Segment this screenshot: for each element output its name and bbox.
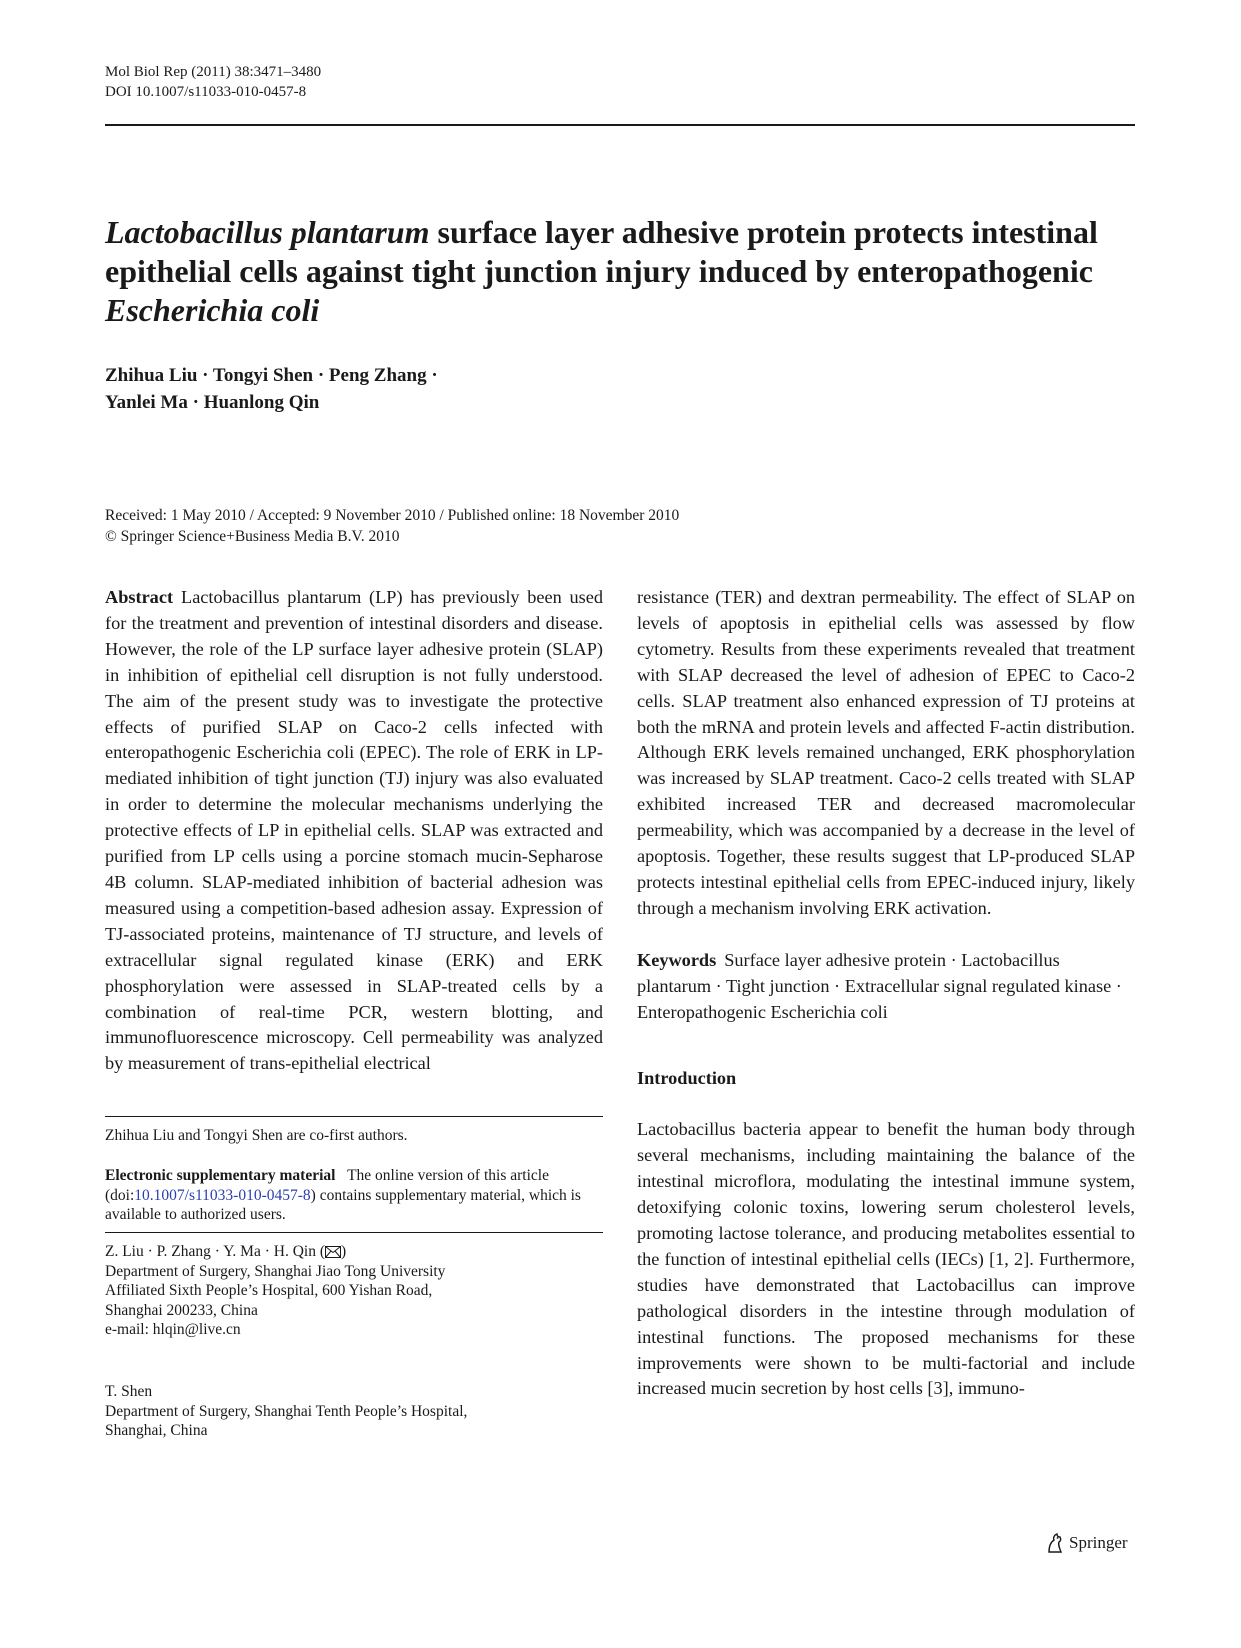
title-species: Lactobacillus plantarum: [105, 214, 430, 250]
journal-doi: DOI 10.1007/s11033-010-0457-8: [105, 84, 307, 100]
affil2-name: T. Shen: [105, 1383, 153, 1400]
footnote-rule: [105, 1116, 603, 1117]
author-list: [105, 362, 438, 416]
affil1-line-1: Department of Surgery, Shanghai Jiao Tong University: [105, 1262, 446, 1280]
keywords-text: Surface layer adhesive protein · Lactobacillus plantarum · Tight junction · Extracellular signal regulated kinase · Enteropathogenic Escherichia coli: [637, 949, 1122, 1022]
copyright-line: © Springer Science+Business Media B.V. 2010: [105, 528, 400, 545]
publication-dates: [105, 505, 679, 547]
esm-doi-link[interactable]: 10.1007/s11033-010-0457-8: [134, 1186, 311, 1204]
footnote-rule-2: [105, 1232, 603, 1233]
keywords-heading: Keywords: [637, 949, 717, 970]
esm-heading: Electronic supplementary material: [105, 1167, 336, 1184]
affiliation-1: [105, 1242, 603, 1340]
authors-line-2: Yanlei Ma · Huanlong Qin: [105, 392, 320, 413]
publisher-name: Springer: [1069, 1533, 1128, 1552]
affil2-line-1: Department of Surgery, Shanghai Tenth People’s Hospital,: [105, 1402, 468, 1420]
left-column: [105, 585, 603, 1077]
keywords: [637, 948, 1135, 1026]
header-rule: [105, 124, 1135, 126]
title-main: surface layer adhesive protein protects intestinal epithelial cells against tight junction injury induced by enteropathogenic: [105, 214, 1098, 289]
affil1-email: e-mail: hlqin@live.cn: [105, 1321, 241, 1338]
abstract: [105, 585, 603, 1077]
publisher-logo: [1045, 1532, 1128, 1554]
journal-citation: Mol Biol Rep (2011) 38:3471–3480: [105, 64, 322, 80]
affil1-line-3: Shanghai 200233, China: [105, 1301, 258, 1319]
footnote-esm: [105, 1166, 603, 1225]
esm-text-a: The online version of this article (doi:: [105, 1167, 549, 1204]
abstract-text: Lactobacillus plantarum (LP) has previously been used for the treatment and prevention of intestinal disorders and disease. However, the role of the LP surface layer adhesive protein (SLAP) in inhibition of epithelial cell disruption is not fully understood. The aim of the present study was to investigate the protective effects of purified SLAP on Caco-2 cells infected with enteropathogenic Escherichia coli (EPEC). The role of ERK in LP-mediated inhibition of tight junction (TJ) injury was also evaluated in order to determine the molecular mechanisms underlying the protective effects of LP in epithelial cells. SLAP was extracted and purified from LP cells using a porcine stomach mucin-Sepharose 4B column. SLAP-mediated inhibition of bacterial adhesion was measured using a competition-based adhesion assay. Expression of TJ-associated proteins, maintenance of TJ structure, and levels of extracellular signal regulated kinase (ERK) and ERK phosphorylation were assessed in SLAP-treated cells by a combination of real-time PCR, western blotting, and immunofluorescence microscopy. Cell permeability was analyzed by measurement of trans-epithelial electrical: [105, 587, 603, 1074]
introduction-body: [637, 1117, 1135, 1402]
authors-line-1: Zhihua Liu · Tongyi Shen · Peng Zhang ·: [105, 365, 438, 386]
journal-header: [105, 62, 321, 102]
springer-horse-icon: [1045, 1532, 1065, 1554]
introduction-text: Lactobacillus bacteria appear to benefit the human body through several mechanisms, including maintaining the balance of the intestinal microflora, modulating the intestinal immune system, detoxifying colonic toxins, lowering serum cholesterol levels, promoting lactose tolerance, and producing metabolites essential to the function of intestinal epithelial cells (IECs) [1, 2]. Furthermore, studies have demonstrated that Lactobacillus can improve pathological disorders in the intestine through modulation of intestinal functions. The proposed mechanisms for these improvements were shown to be multi-factorial and include increased mucin secretion by host cells [3], immuno-: [637, 1119, 1135, 1399]
footnote-cofirst: Zhihua Liu and Tongyi Shen are co-first authors.: [105, 1127, 408, 1144]
abstract-heading: Abstract: [105, 587, 174, 607]
title-species-2: Escherichia coli: [105, 292, 320, 328]
article-title: [105, 213, 1105, 330]
right-column: [637, 585, 1135, 1402]
affil2-line-2: Shanghai, China: [105, 1422, 208, 1439]
affiliation-2: [105, 1382, 603, 1441]
affil1-line-2: Affiliated Sixth People’s Hospital, 600 Yishan Road,: [105, 1282, 433, 1299]
affil1-names: Z. Liu · P. Zhang · Y. Ma · H. Qin ( ): [105, 1243, 347, 1260]
dates-line: Received: 1 May 2010 / Accepted: 9 November 2010 / Published online: 18 November 2010: [105, 507, 680, 524]
envelope-icon: [325, 1246, 341, 1258]
abstract-continued: resistance (TER) and dextran permeability. The effect of SLAP on levels of apoptosis in epithelial cells was assessed by flow cytometry. Results from these experiments revealed that treatment with SLAP decreased the level of adhesion of EPEC to Caco-2 cells. SLAP treatment also enhanced expression of TJ proteins at both the mRNA and protein levels and affected F-actin distribution. Although ERK levels remained unchanged, ERK phosphorylation was increased by SLAP treatment. Caco-2 cells treated with SLAP exhibited increased TER and decreased macromolecular permeability, which was accompanied by a decrease in the level of apoptosis. Together, these results suggest that LP-produced SLAP protects intestinal epithelial cells from EPEC-induced injury, likely through a mechanism involving ERK activation.: [637, 587, 1135, 918]
introduction-heading: Introduction: [637, 1067, 737, 1088]
esm-text-b: ) contains supplementary material, which is available to authorized users.: [105, 1186, 581, 1223]
